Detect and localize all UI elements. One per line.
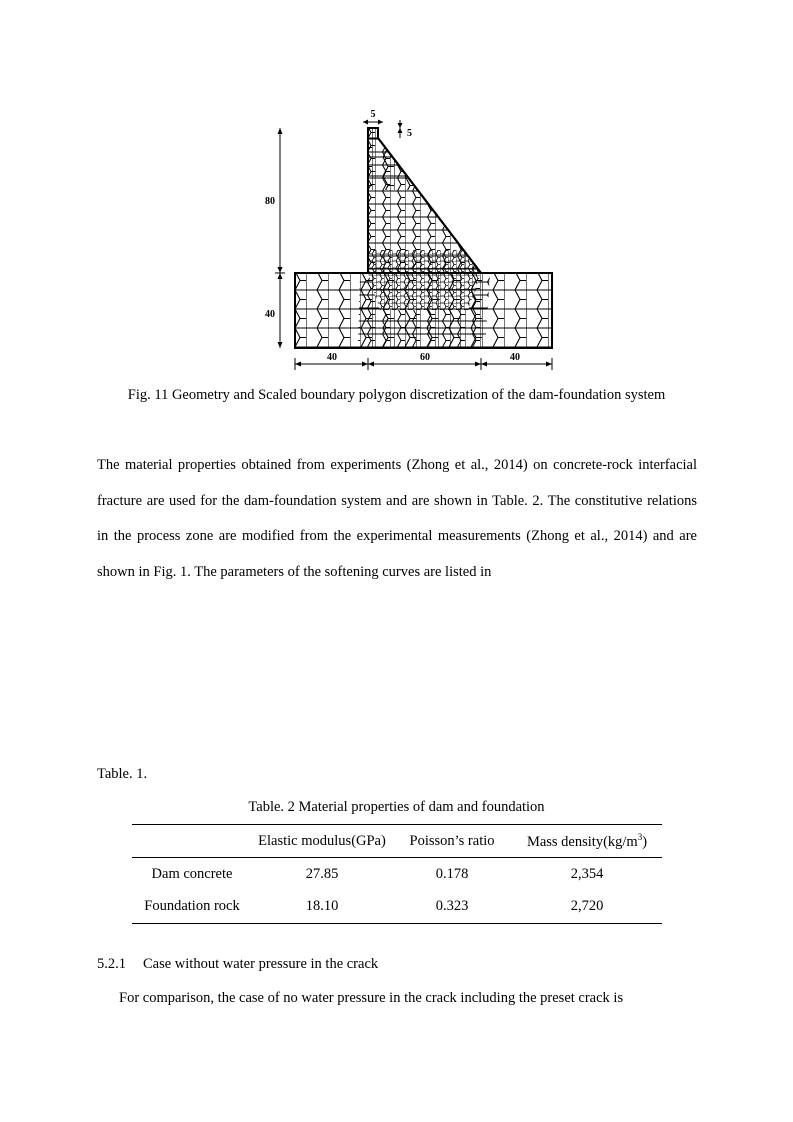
header-mass-density-exponent: 3 — [637, 831, 643, 842]
dim-top-width: 5 — [370, 109, 376, 120]
row-poisson: 0.178 — [435, 865, 469, 882]
dim-dam-height: 80 — [265, 196, 275, 207]
dim-foundation-depth: 40 — [265, 309, 275, 320]
section-heading — [97, 956, 378, 973]
dim-top-height: 5 — [407, 128, 412, 139]
header-empty — [132, 825, 252, 858]
section-number: 5.2.1 — [97, 956, 126, 972]
table-reference: Table. 1. — [97, 766, 148, 782]
header-mass-density — [512, 825, 662, 858]
figure-caption: Fig. 11 Geometry and Scaled boundary polygon discretization of the dam-foundation system — [127, 387, 666, 403]
row-density: 2,354 — [570, 865, 604, 882]
table-row — [132, 891, 662, 924]
dam-base-fine-zone — [368, 250, 481, 273]
header-poisson-ratio: Poisson’s ratio — [392, 825, 512, 858]
row-poisson: 0.323 — [392, 891, 512, 924]
table-row — [132, 858, 662, 891]
row-modulus: 27.85 — [305, 865, 339, 882]
material-properties-table — [132, 824, 662, 924]
foundation-fine-zone — [368, 273, 481, 310]
dim-right-width: 40 — [510, 352, 520, 363]
section-title: Case without water pressure in the crack — [143, 956, 379, 972]
dim-left-width: 40 — [327, 352, 337, 363]
header-mass-density-main: Mass density(kg/m — [526, 833, 638, 850]
mesh-diagram — [240, 100, 570, 375]
header-mass-density-close: ) — [642, 833, 648, 850]
row-name: Dam concrete — [151, 865, 233, 882]
dam-foundation-figure — [240, 100, 570, 375]
section-body-text: For comparison, the case of no water pressure in the crack including the preset crack is — [119, 990, 624, 1006]
body-paragraph: The material properties obtained from experiments (Zhong et al., 2014) on concrete-rock interfacial fracture are used for the dam-foundation system and are shown in Table. 2. The constitutive relations in the process zone are modified from the experimental measurements (Zhong et al., 2014) and are shown in Fig. 1. The parameters of the softening curves are listed in — [97, 457, 697, 580]
row-name: Foundation rock — [132, 891, 252, 924]
header-elastic-modulus: Elastic modulus(GPa) — [252, 825, 392, 858]
table-header-row — [132, 825, 662, 858]
table-caption: Table. 2 Material properties of dam and foundation — [248, 799, 545, 815]
dim-dam-base: 60 — [420, 352, 430, 363]
row-density: 2,720 — [512, 891, 662, 924]
row-modulus: 18.10 — [252, 891, 392, 924]
